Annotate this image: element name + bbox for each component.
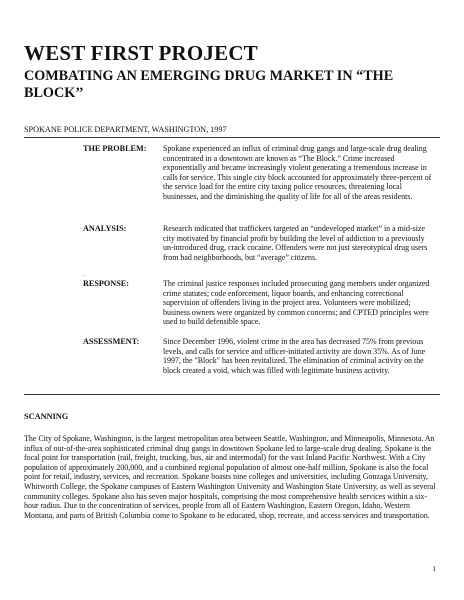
department-line: SPOKANE POLICE DEPARTMENT, WASHINGTON, 1997 — [24, 125, 227, 134]
page-number: 1 — [432, 564, 436, 573]
summary-text: Since December 1996, violent crime in the area has decreased 75% from previous levels, and calls for service and officer-initiated activity are down 35%. As of June 1997, the "Block" has been revitalized. The elimination of criminal activity on the block created a void, which was filled with legitimate business activity. — [163, 337, 426, 375]
summary-text: Research indicated that traffickers targeted an “undeveloped market” in a mid-size city motivated by financial profit by building the level of addiction to a previously un-introduced drug, crack cocaine. Offenders were not just stereotypical drug users from bad neighborhoods, but “average” citizens. — [163, 224, 428, 262]
document-subtitle: COMBATING AN EMERGING DRUG MARKET IN “THE BLOCK’’ — [24, 68, 394, 101]
body-paragraph: The City of Spokane, Washington, is the largest metropolitan area between Seattle, Washington, and Minneapolis, Minnesota. An influx of out-of-the-area sophisticated criminal drug gangs in downtown Spokane led to large-scale drug dealing. Spokane is the focal point for transportation (rail, freight, trucking, bus, air and intermodal) for the vast Inland Pacific Northwest. With a City population of approximately 200,000, and a combined regional population of almost one-half million, Spokane is also the focal point for retail, industry, services, and recreation. Spokane boasts nine colleges and universities, including Gonzaga University, Whitworth College, the Spokane campuses of Eastern Washington University and Washington State University, as well as several community colleges. Spokane also has seven major hospitals, comprising the most comprehensive health services within a six-hour radius. Due to the concentration of services, people from all of Eastern Washington, Eastern Oregon, Idaho, Western Montana, and parts of British Columbia come to Spokane to be educated, shop, recreate, and access services and transportation. — [24, 434, 436, 520]
stray-mark: . — [83, 272, 85, 278]
section-heading-scanning: SCANNING — [24, 412, 69, 421]
document-title: WEST FIRST PROJECT — [24, 41, 258, 65]
summary-text: Spokane experienced an influx of criminal drug gangs and large-scale drug dealing concentrated in a downtown are known as “The Block.” Crime increased exponentially and became increasingly violent generating a tremendous increase in calls for service. This single city block accounted for approximately three-percent of the service load for the entire city taxing police resources, threatening local businesses, and the diminishing the quality of life for all of the areas residents. — [163, 144, 432, 201]
summary-box — [24, 137, 440, 395]
summary-label: THE PROBLEM: — [83, 144, 147, 153]
summary-label: ANALYSIS: — [83, 224, 127, 233]
summary-text: The criminal justice responses included prosecuting gang members under organized crime statutes; code enforcement, liquor boards, and enhancing correctional supervision of offenders living in the project area. Volunteers were mobilized; business owners were organized by common concerns; and CPTED principles were used to build defensible space. — [163, 279, 430, 327]
summary-label: RESPONSE: — [83, 279, 129, 288]
summary-label: ASSESSMENT: — [83, 337, 140, 346]
